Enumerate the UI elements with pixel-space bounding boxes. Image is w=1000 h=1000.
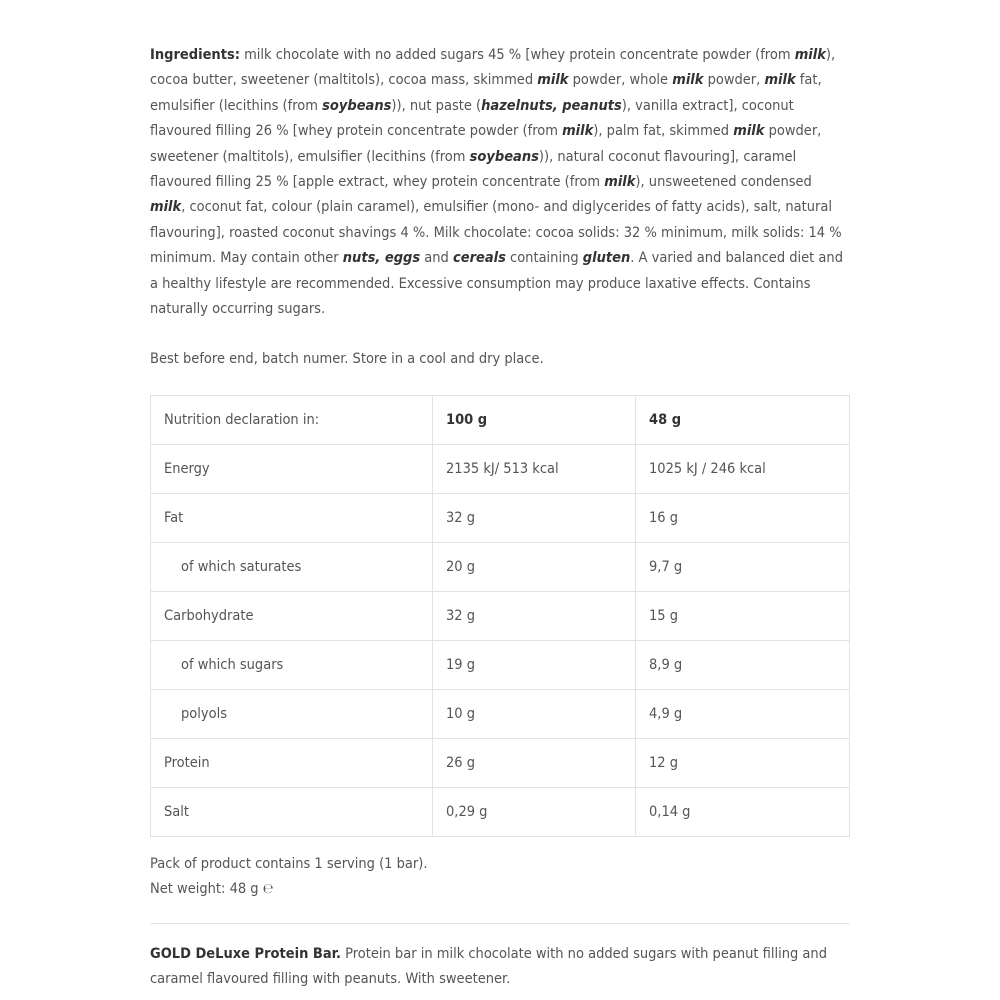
nutrient-name: Salt: [151, 787, 433, 836]
pack-info: [150, 852, 850, 903]
allergen-text: milk: [764, 72, 796, 89]
nutrient-value-100g: 10 g: [433, 689, 636, 738]
nutrition-row: [151, 640, 850, 689]
nutrient-value-48g: 16 g: [636, 493, 850, 542]
allergen-text: cereals: [452, 250, 506, 267]
allergen-text: soybeans: [469, 148, 539, 165]
nutrient-name: of which saturates: [151, 542, 433, 591]
nutrient-value-100g: 26 g: [433, 738, 636, 787]
ingredients-segment: powder, whole: [568, 72, 673, 89]
ingredients-segment: powder,: [703, 72, 765, 89]
ingredients-segment: ), vanilla extract], coconut flavoured filling 26 % [whey protein concentrate powder (from: [150, 97, 794, 140]
nutrient-value-48g: 0,14 g: [636, 787, 850, 836]
nutrient-value-48g: 12 g: [636, 738, 850, 787]
allergen-text: milk: [150, 199, 182, 216]
pack-serving: Pack of product contains 1 serving (1 bar).: [150, 855, 428, 872]
estimated-sign: ℮: [262, 881, 274, 898]
product-description-text: Protein bar in milk chocolate with no added sugars with peanut filling and caramel flavoured filling with peanuts. With sweetener.: [150, 945, 827, 988]
ingredients-segment: )), nut paste (: [391, 97, 482, 114]
allergen-text: nuts, eggs: [342, 250, 421, 267]
ingredients-segment: and: [420, 250, 453, 267]
allergen-text: milk: [604, 174, 636, 191]
nutrient-value-48g: 15 g: [636, 591, 850, 640]
ingredients-segment: containing: [505, 250, 583, 267]
allergen-text: milk: [562, 123, 594, 140]
ingredients-text: [150, 47, 843, 317]
nutrient-value-100g: 0,29 g: [433, 787, 636, 836]
nutrient-value-48g: 9,7 g: [636, 542, 850, 591]
nutrient-name: Protein: [151, 738, 433, 787]
ingredients-segment: , coconut fat, colour (plain caramel), emulsifier (mono- and diglycerides of fatty acids), salt, natural flavouring], roasted coconut shavings 4 %. Milk chocolate: cocoa solids: 32 % minimum, milk solids: 14 % minimum. May contain other: [150, 199, 842, 267]
nutrient-value-48g: 8,9 g: [636, 640, 850, 689]
allergen-text: gluten: [582, 250, 631, 267]
allergen-text: soybeans: [322, 97, 392, 114]
ingredients-segment: ), unsweetened condensed: [635, 174, 812, 191]
ingredients-segment: milk chocolate with no added sugars 45 % [whey protein concentrate powder (from: [239, 47, 795, 63]
nutrition-row: [151, 787, 850, 836]
product-info: [150, 43, 850, 993]
nutrient-value-100g: 2135 kJ/ 513 kcal: [433, 444, 636, 493]
ingredients-segment: fat, emulsifier (lecithins (from: [150, 72, 822, 114]
nutrient-name: Energy: [151, 444, 433, 493]
nutrient-value-100g: 20 g: [433, 542, 636, 591]
storage-note: Best before end, batch numer. Store in a cool and dry place.: [150, 351, 544, 368]
allergen-text: milk: [733, 123, 765, 140]
nutrient-name: of which sugars: [151, 640, 433, 689]
nutrition-header-label: Nutrition declaration in:: [151, 395, 433, 444]
nutrition-row: [151, 689, 850, 738]
divider: [150, 923, 850, 924]
ingredients-segment: )), natural coconut flavouring], caramel flavoured filling 25 % [apple extract, whey protein concentrate (from: [150, 148, 797, 191]
ingredients-label: Ingredients:: [150, 47, 240, 63]
nutrient-value-100g: 32 g: [433, 591, 636, 640]
ingredients-segment: . A varied and balanced diet and a healthy lifestyle are recommended. Excessive consumption may produce laxative effects. Contains naturally occurring sugars.: [150, 250, 843, 318]
nutrient-name: Fat: [151, 493, 433, 542]
product-description: [150, 942, 850, 993]
nutrient-name: polyols: [151, 689, 433, 738]
nutrition-header-48g: 48 g: [636, 395, 850, 444]
net-weight: Net weight: 48 g: [150, 881, 259, 898]
nutrition-row: [151, 444, 850, 493]
nutrient-value-100g: 32 g: [433, 493, 636, 542]
allergen-text: hazelnuts, peanuts: [481, 97, 622, 114]
ingredients-paragraph: [150, 43, 850, 322]
ingredients-segment: powder, sweetener (maltitols), emulsifier (lecithins (from: [150, 123, 822, 165]
ingredients-segment: ), palm fat, skimmed: [593, 123, 734, 140]
nutrient-value-48g: 4,9 g: [636, 689, 850, 738]
product-name: GOLD DeLuxe Protein Bar.: [150, 945, 341, 962]
nutrition-table: [150, 395, 850, 837]
nutrition-row: [151, 591, 850, 640]
nutrition-header-row: [151, 395, 850, 444]
nutrition-header-100g: 100 g: [433, 395, 636, 444]
nutrient-name: Carbohydrate: [151, 591, 433, 640]
nutrient-value-100g: 19 g: [433, 640, 636, 689]
allergen-text: milk: [794, 47, 826, 63]
allergen-text: milk: [537, 72, 569, 89]
nutrition-row: [151, 542, 850, 591]
allergen-text: milk: [672, 72, 704, 89]
nutrition-row: [151, 493, 850, 542]
nutrition-row: [151, 738, 850, 787]
ingredients-segment: ), cocoa butter, sweetener (maltitols), cocoa mass, skimmed: [150, 47, 836, 89]
nutrient-value-48g: 1025 kJ / 246 kcal: [636, 444, 850, 493]
